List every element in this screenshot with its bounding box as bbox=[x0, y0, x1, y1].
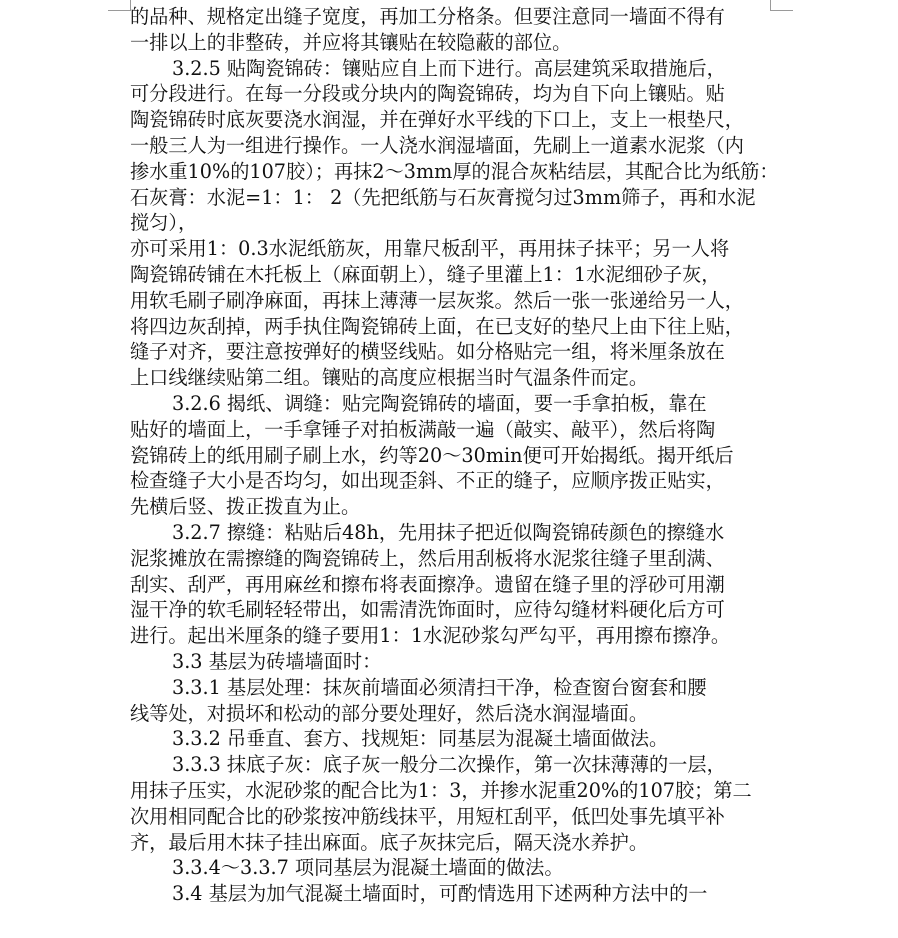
text-line: 3.3.3 抹底子灰：底子灰一般分二次操作，第一次抹薄薄的一层， bbox=[172, 753, 726, 777]
text-line: 一般三人为一组进行操作。一人浇水润湿墙面，先刷上一道素水泥浆（内 bbox=[130, 133, 744, 157]
text-line: 3.3.1 基层处理：抹灰前墙面必须清扫干净，检查窗台窗套和腰 bbox=[172, 675, 707, 699]
text-line: 亦可采用1：0.3水泥纸筋灰，用靠尺板刮平，再用抹子抹平；另一人将 bbox=[130, 237, 730, 261]
text-line: 的品种、规格定出缝子宽度，再加工分格条。但要注意同一墙面不得有 bbox=[130, 5, 725, 28]
text-line: 3.3.4～3.3.7 项同基层为混凝土墙面的做法。 bbox=[172, 856, 564, 880]
text-line: 线等处，对损坏和松动的部分要处理好，然后浇水润湿墙面。 bbox=[130, 701, 649, 725]
text-line: 掺水重10%的107胶）；再抹2～3mm厚的混合灰粘结层，其配合比为纸筋： bbox=[130, 159, 779, 183]
text-line: 贴好的墙面上，一手拿锤子对拍板满敲一遍（敲实、敲平），然后将陶 bbox=[130, 417, 716, 441]
text-line: 3.4 基层为加气混凝土墙面时，可酌情选用下述两种方法中的一 bbox=[172, 882, 708, 906]
text-line: 检查缝子大小是否均匀，如出现歪斜、不正的缝子，应顺序拨正贴实， bbox=[130, 469, 725, 493]
text-line: 瓷锦砖上的纸用刷子刷上水，约等20～30min便可开始揭纸。揭开纸后 bbox=[130, 443, 734, 467]
text-line: 石灰膏：水泥=1：1： 2（先把纸筋与石灰膏搅匀过3mm筛子，再和水泥 bbox=[130, 185, 756, 209]
text-line: 3.2.7 擦缝：粘贴后48h，先用抹子把近似陶瓷锦砖颜色的擦缝水 bbox=[172, 520, 725, 544]
text-line: 3.2.5 贴陶瓷锦砖：镶贴应自上而下进行。高层建筑采取措施后， bbox=[172, 56, 726, 80]
text-line: 3.2.6 揭纸、调缝：贴完陶瓷锦砖的墙面，要一手拿拍板，靠在 bbox=[172, 391, 707, 415]
text-line: 进行。起出米厘条的缝子要用1：1水泥砂浆勾严勾平，再用擦布擦净。 bbox=[130, 624, 731, 648]
text-line: 将四边灰刮掉，两手执住陶瓷锦砖上面，在已支好的垫尺上由下往上贴， bbox=[130, 314, 744, 338]
text-line: 陶瓷锦砖铺在木托板上（麻面朝上），缝子里灌上1：1水泥细砂子灰， bbox=[130, 262, 721, 286]
text-line: 用软毛刷子刷净麻面，再抹上薄薄一层灰浆。然后一张一张递给另一人， bbox=[130, 288, 744, 312]
text-line: 泥浆摊放在需擦缝的陶瓷锦砖上，然后用刮板将水泥浆往缝子里刮满、 bbox=[130, 546, 725, 570]
text-line: 次用相同配合比的砂浆按冲筋线抹平，用短杠刮平，低凹处事先填平补 bbox=[130, 804, 725, 828]
page-corner-mark-right bbox=[770, 0, 793, 11]
body-text bbox=[130, 4, 779, 907]
text-line: 齐，最后用木抹子挂出麻面。底子灰抹完后，隔天浇水养护。 bbox=[130, 830, 649, 854]
text-line: 一排以上的非整砖，并应将其镶贴在较隐蔽的部位。 bbox=[130, 30, 572, 54]
text-line: 搅匀）， bbox=[130, 211, 198, 235]
document-body bbox=[130, 4, 779, 907]
page-corner-mark-left bbox=[108, 0, 131, 11]
text-line: 陶瓷锦砖时底灰要浇水润湿，并在弹好水平线的下口上，支上一根垫尺， bbox=[130, 108, 744, 132]
text-line: 3.3 基层为砖墙墙面时： bbox=[172, 649, 382, 673]
text-line: 可分段进行。在每一分段或分块内的陶瓷锦砖，均为自下向上镶贴。贴 bbox=[130, 82, 725, 106]
text-line: 湿干净的软毛刷轻轻带出，如需清洗饰面时，应待勾缝材料硬化后方可 bbox=[130, 598, 725, 622]
text-line: 3.3.2 吊垂直、套方、找规矩：同基层为混凝土墙面做法。 bbox=[172, 727, 669, 751]
text-line: 先横后竖、拨正拨直为止。 bbox=[130, 495, 361, 519]
text-line: 缝子对齐，要注意按弹好的横竖线贴。如分格贴完一组，将米厘条放在 bbox=[130, 340, 725, 364]
text-line: 用抹子压实，水泥砂浆的配合比为1：3，并掺水泥重20%的107胶；第二 bbox=[130, 778, 752, 802]
text-line: 刮实、刮严，再用麻丝和擦布将表面擦净。遗留在缝子里的浮砂可用潮 bbox=[130, 572, 725, 596]
text-line: 上口线继续贴第二组。镶贴的高度应根据当时气温条件而定。 bbox=[130, 366, 649, 390]
